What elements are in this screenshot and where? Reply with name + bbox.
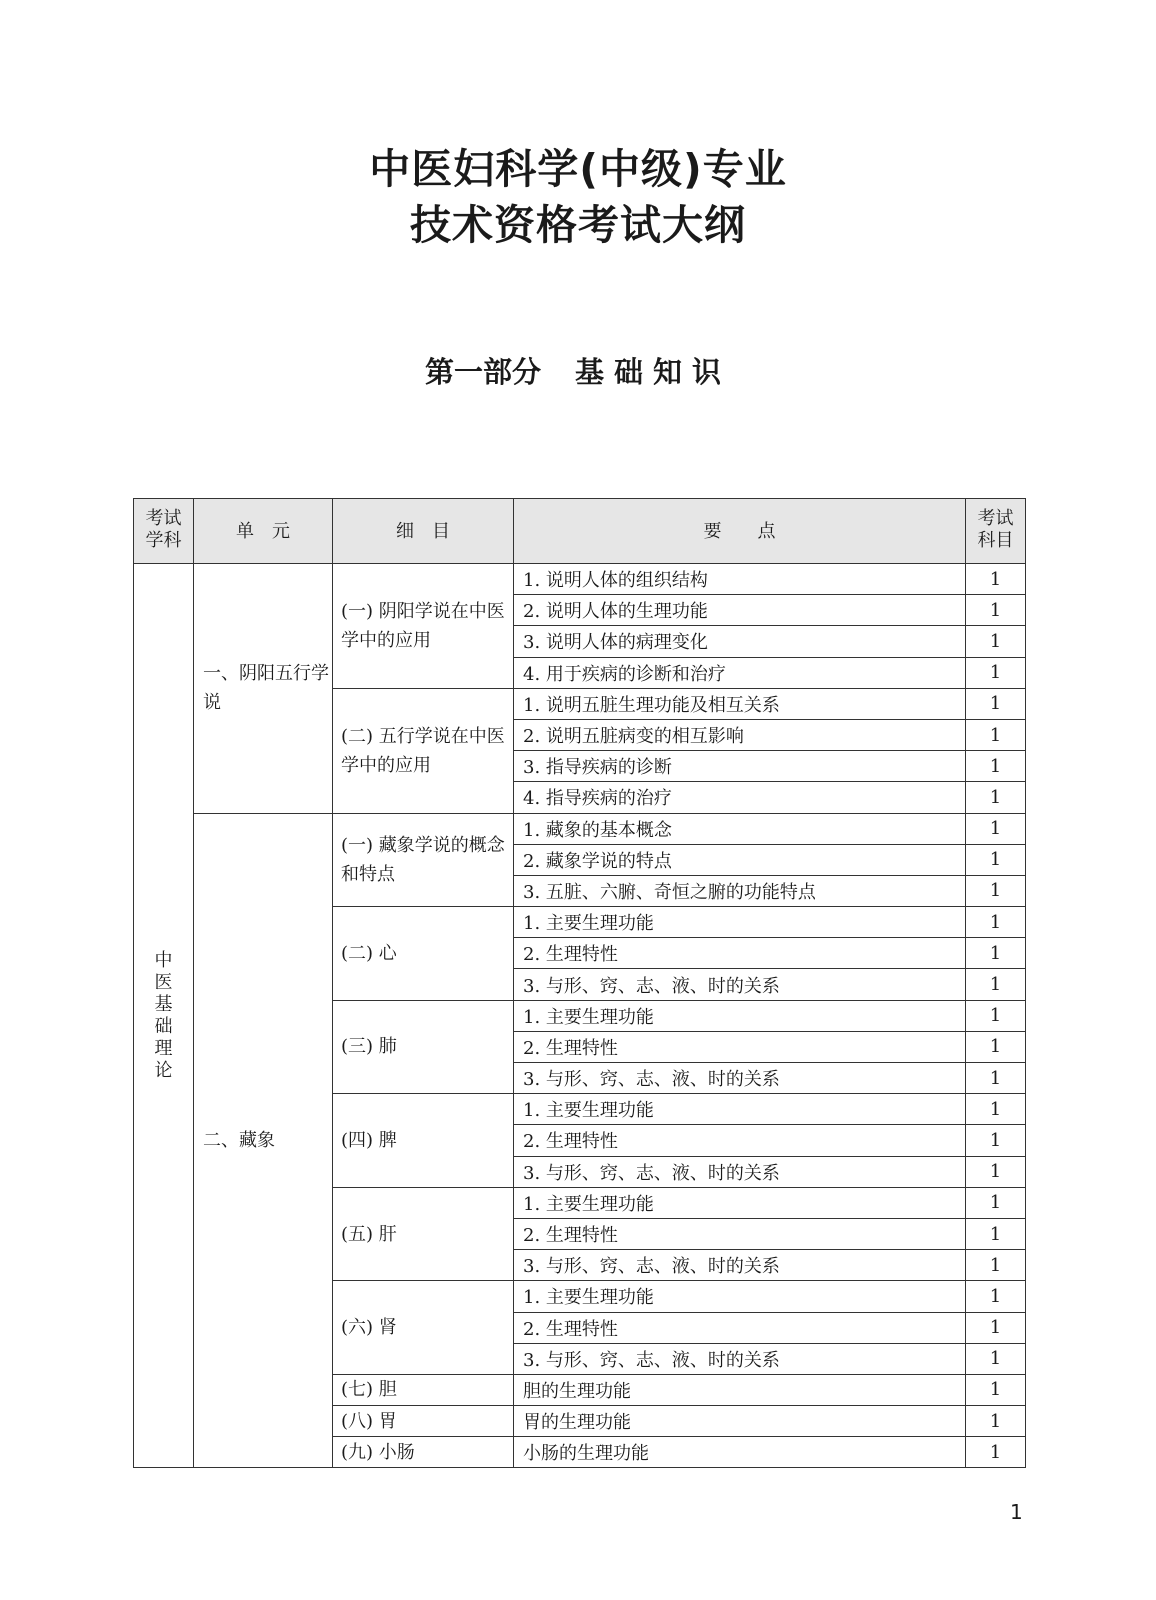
exam-subject-cell: 1 xyxy=(966,938,1026,969)
header-subject: 考试学科 xyxy=(134,499,194,564)
exam-subject-cell: 1 xyxy=(966,1250,1026,1281)
detail-cell: (一) 阴阳学说在中医学中的应用 xyxy=(333,564,514,689)
part-heading xyxy=(0,352,1156,392)
part-label: 第一部分 xyxy=(424,355,541,389)
point-cell: 2. 生理特性 xyxy=(514,1312,966,1343)
exam-subject-cell: 1 xyxy=(966,1031,1026,1062)
exam-subject-cell: 1 xyxy=(966,875,1026,906)
subject-cell: 中医基础理论 xyxy=(134,564,194,1468)
point-cell: 1. 主要生理功能 xyxy=(514,1187,966,1218)
exam-subject-cell: 1 xyxy=(966,782,1026,813)
exam-subject-cell: 1 xyxy=(966,1125,1026,1156)
point-cell: 3. 与形、窍、志、液、时的关系 xyxy=(514,1250,966,1281)
exam-subject-cell: 1 xyxy=(966,1000,1026,1031)
header-unit: 单 元 xyxy=(194,499,333,564)
exam-subject-cell: 1 xyxy=(966,1281,1026,1312)
header-exam-subject: 考试科目 xyxy=(966,499,1026,564)
exam-subject-cell: 1 xyxy=(966,1063,1026,1094)
point-cell: 胆的生理功能 xyxy=(514,1374,966,1405)
point-cell: 1. 说明人体的组织结构 xyxy=(514,564,966,595)
point-cell: 1. 主要生理功能 xyxy=(514,1094,966,1125)
exam-subject-cell: 1 xyxy=(966,1094,1026,1125)
detail-cell: (四) 脾 xyxy=(333,1094,514,1188)
detail-cell: (六) 肾 xyxy=(333,1281,514,1375)
exam-subject-cell: 1 xyxy=(966,1156,1026,1187)
point-cell: 小肠的生理功能 xyxy=(514,1437,966,1468)
point-cell: 3. 五脏、六腑、奇恒之腑的功能特点 xyxy=(514,875,966,906)
table-header-row xyxy=(134,499,1026,564)
syllabus-table xyxy=(133,498,1026,1468)
exam-subject-cell: 1 xyxy=(966,1343,1026,1374)
point-cell: 1. 主要生理功能 xyxy=(514,1281,966,1312)
exam-subject-cell: 1 xyxy=(966,1218,1026,1249)
exam-subject-cell: 1 xyxy=(966,564,1026,595)
unit-cell: 一、阴阳五行学说 xyxy=(194,564,333,814)
unit-cell: 二、藏象 xyxy=(194,813,333,1468)
point-cell: 3. 说明人体的病理变化 xyxy=(514,626,966,657)
exam-subject-cell: 1 xyxy=(966,1312,1026,1343)
point-cell: 4. 指导疾病的治疗 xyxy=(514,782,966,813)
point-cell: 1. 说明五脏生理功能及相互关系 xyxy=(514,688,966,719)
point-cell: 胃的生理功能 xyxy=(514,1406,966,1437)
detail-cell: (七) 胆 xyxy=(333,1374,514,1405)
exam-subject-cell: 1 xyxy=(966,1437,1026,1468)
point-cell: 3. 与形、窍、志、液、时的关系 xyxy=(514,1343,966,1374)
exam-subject-cell: 1 xyxy=(966,688,1026,719)
page-number: 1 xyxy=(1010,1500,1023,1524)
point-cell: 2. 生理特性 xyxy=(514,1031,966,1062)
table-row xyxy=(134,813,1026,844)
point-cell: 3. 指导疾病的诊断 xyxy=(514,751,966,782)
point-cell: 2. 说明人体的生理功能 xyxy=(514,595,966,626)
document-title-line1: 中医妇科学(中级)专业 xyxy=(369,145,787,193)
detail-cell: (二) 五行学说在中医学中的应用 xyxy=(333,688,514,813)
header-points: 要 点 xyxy=(514,499,966,564)
point-cell: 3. 与形、窍、志、液、时的关系 xyxy=(514,969,966,1000)
table-row xyxy=(134,564,1026,595)
part-name: 基础知识 xyxy=(575,355,732,389)
header-detail: 细 目 xyxy=(333,499,514,564)
exam-subject-cell: 1 xyxy=(966,1406,1026,1437)
detail-cell: (二) 心 xyxy=(333,907,514,1001)
detail-cell: (三) 肺 xyxy=(333,1000,514,1094)
point-cell: 3. 与形、窍、志、液、时的关系 xyxy=(514,1063,966,1094)
detail-cell: (九) 小肠 xyxy=(333,1437,514,1468)
point-cell: 2. 藏象学说的特点 xyxy=(514,844,966,875)
exam-subject-cell: 1 xyxy=(966,719,1026,750)
point-cell: 1. 主要生理功能 xyxy=(514,907,966,938)
detail-cell: (五) 肝 xyxy=(333,1187,514,1281)
exam-subject-cell: 1 xyxy=(966,1374,1026,1405)
detail-cell: (八) 胃 xyxy=(333,1406,514,1437)
exam-subject-cell: 1 xyxy=(966,907,1026,938)
point-cell: 1. 主要生理功能 xyxy=(514,1000,966,1031)
exam-subject-cell: 1 xyxy=(966,844,1026,875)
point-cell: 2. 说明五脏病变的相互影响 xyxy=(514,719,966,750)
exam-subject-cell: 1 xyxy=(966,657,1026,688)
point-cell: 1. 藏象的基本概念 xyxy=(514,813,966,844)
point-cell: 4. 用于疾病的诊断和治疗 xyxy=(514,657,966,688)
point-cell: 2. 生理特性 xyxy=(514,938,966,969)
exam-subject-cell: 1 xyxy=(966,751,1026,782)
exam-subject-cell: 1 xyxy=(966,813,1026,844)
point-cell: 3. 与形、窍、志、液、时的关系 xyxy=(514,1156,966,1187)
document-title-line2: 技术资格考试大纲 xyxy=(410,201,746,249)
detail-cell: (一) 藏象学说的概念和特点 xyxy=(333,813,514,907)
point-cell: 2. 生理特性 xyxy=(514,1125,966,1156)
exam-subject-cell: 1 xyxy=(966,626,1026,657)
exam-subject-cell: 1 xyxy=(966,595,1026,626)
exam-subject-cell: 1 xyxy=(966,1187,1026,1218)
point-cell: 2. 生理特性 xyxy=(514,1218,966,1249)
table-body xyxy=(134,564,1026,1468)
exam-subject-cell: 1 xyxy=(966,969,1026,1000)
